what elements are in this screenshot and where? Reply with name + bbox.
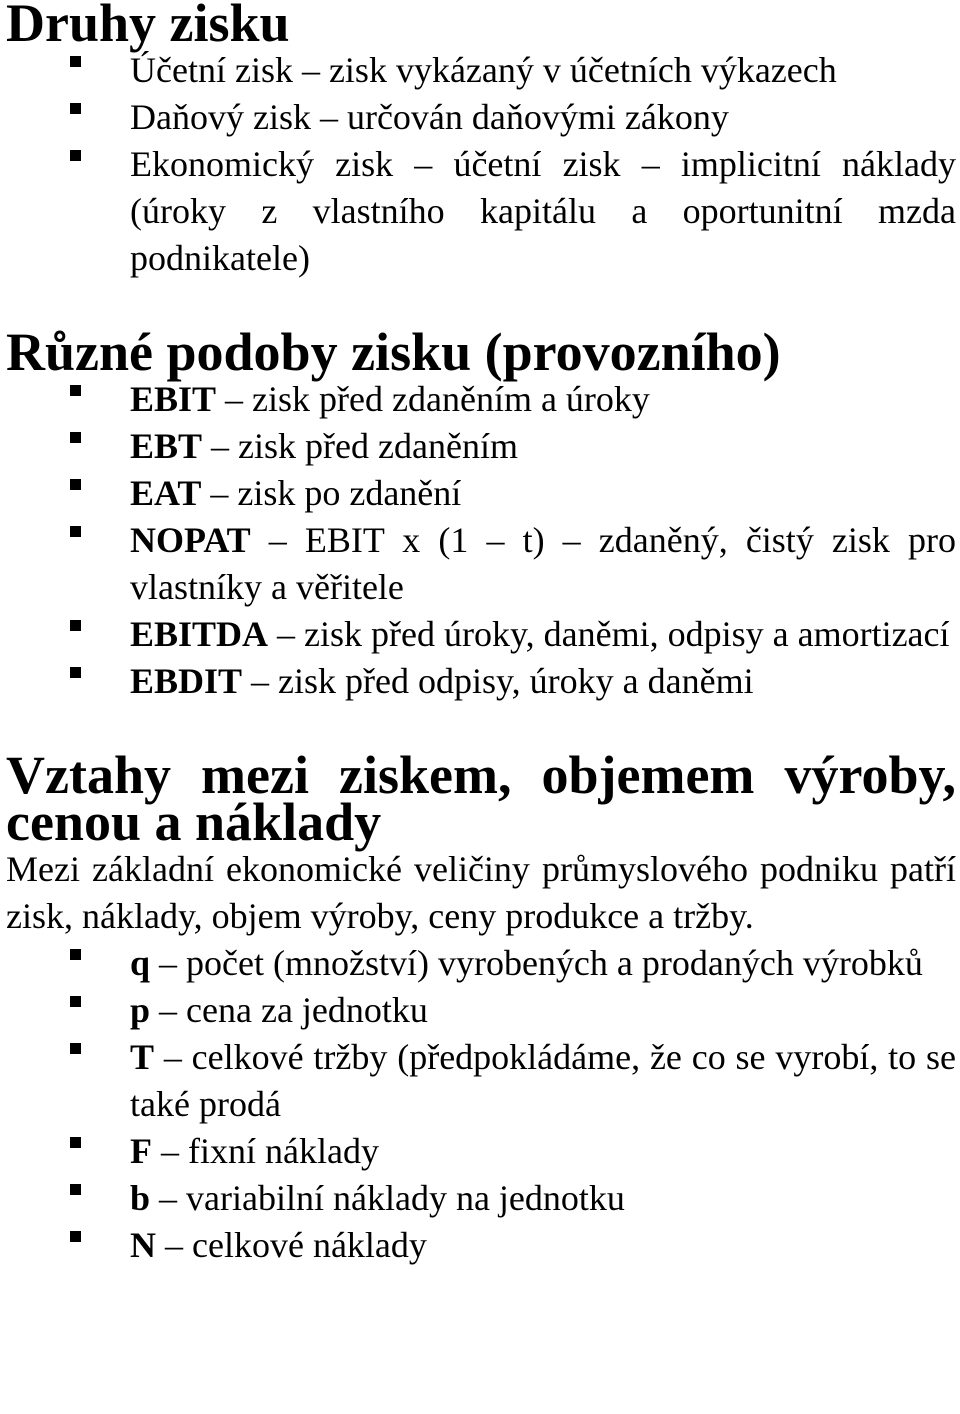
list-item [6, 141, 956, 282]
item-text: – zisk před zdaněním [202, 426, 518, 466]
item-term: EBIT [130, 379, 217, 419]
list-item [6, 658, 956, 705]
item-text: – počet (množství) vyrobených a prodaných výrobků [150, 943, 923, 983]
square-bullet-icon [70, 996, 81, 1007]
item-term: NOPAT [130, 520, 251, 560]
item-text: – fixní náklady [152, 1131, 379, 1171]
item-text: Ekonomický zisk – účetní zisk – implicitní náklady (úroky z vlastního kapitálu a oportunitní mzda podnikatele) [130, 144, 956, 278]
item-term: b [130, 1178, 151, 1218]
square-bullet-icon [70, 1137, 81, 1148]
item-term: q [130, 943, 151, 983]
list-item [6, 47, 956, 94]
list-item [6, 940, 956, 987]
variables-list [6, 940, 956, 1269]
list-item [6, 1128, 956, 1175]
square-bullet-icon [70, 949, 81, 960]
item-term: p [130, 990, 151, 1030]
item-text: – celkové tržby (předpokládáme, že co se vyrobí, to se také prodá [130, 1037, 956, 1124]
section-heading-druhy-zisku: Druhy zisku [6, 0, 290, 53]
list-item [6, 1175, 956, 1222]
square-bullet-icon [70, 432, 81, 443]
item-text: – cena za jednotku [150, 990, 428, 1030]
list-item [6, 1222, 956, 1269]
intro-paragraph: Mezi základní ekonomické veličiny průmyslového podniku patří zisk, náklady, objem výroby, ceny produkce a tržby. [6, 849, 956, 936]
item-term: F [130, 1131, 152, 1171]
list-item [6, 376, 956, 423]
square-bullet-icon [70, 667, 81, 678]
item-text: – variabilní náklady na jednotku [150, 1178, 625, 1218]
item-text: – zisk před zdaněním a úroky [216, 379, 650, 419]
item-text: – EBIT x (1 – t) – zdaněný, čistý zisk pro vlastníky a věřitele [130, 520, 956, 607]
item-term: EAT [130, 473, 202, 513]
item-term: EBT [130, 426, 203, 466]
list-item [6, 1034, 956, 1128]
item-text: – zisk před úroky, daněmi, odpisy a amortizací [268, 614, 950, 654]
list-item [6, 611, 956, 658]
item-text: – zisk po zdanění [201, 473, 462, 513]
square-bullet-icon [70, 479, 81, 490]
list-item [6, 517, 956, 611]
square-bullet-icon [70, 620, 81, 631]
item-text: – celkové náklady [156, 1225, 427, 1265]
item-text: – zisk před odpisy, úroky a daněmi [242, 661, 754, 701]
square-bullet-icon [70, 150, 81, 161]
square-bullet-icon [70, 56, 81, 67]
profit-forms-list [6, 376, 956, 705]
item-text: Účetní zisk – zisk vykázaný v účetních výkazech [130, 50, 837, 90]
square-bullet-icon [70, 1231, 81, 1242]
square-bullet-icon [70, 526, 81, 537]
section-heading-vztahy: Vztahy mezi ziskem, objemem výroby, cenou a náklady [6, 745, 956, 852]
profit-types-list [6, 47, 956, 282]
square-bullet-icon [70, 1043, 81, 1054]
item-term: EBITDA [130, 614, 269, 654]
section-heading-podoby-zisku: Různé podoby zisku (provozního) [6, 322, 781, 382]
square-bullet-icon [70, 103, 81, 114]
list-item [6, 987, 956, 1034]
item-term: EBDIT [130, 661, 243, 701]
list-item [6, 423, 956, 470]
item-term: N [130, 1225, 156, 1265]
square-bullet-icon [70, 1184, 81, 1195]
item-term: T [130, 1037, 155, 1077]
square-bullet-icon [70, 385, 81, 396]
list-item [6, 94, 956, 141]
list-item [6, 470, 956, 517]
item-text: Daňový zisk – určován daňovými zákony [130, 97, 729, 137]
